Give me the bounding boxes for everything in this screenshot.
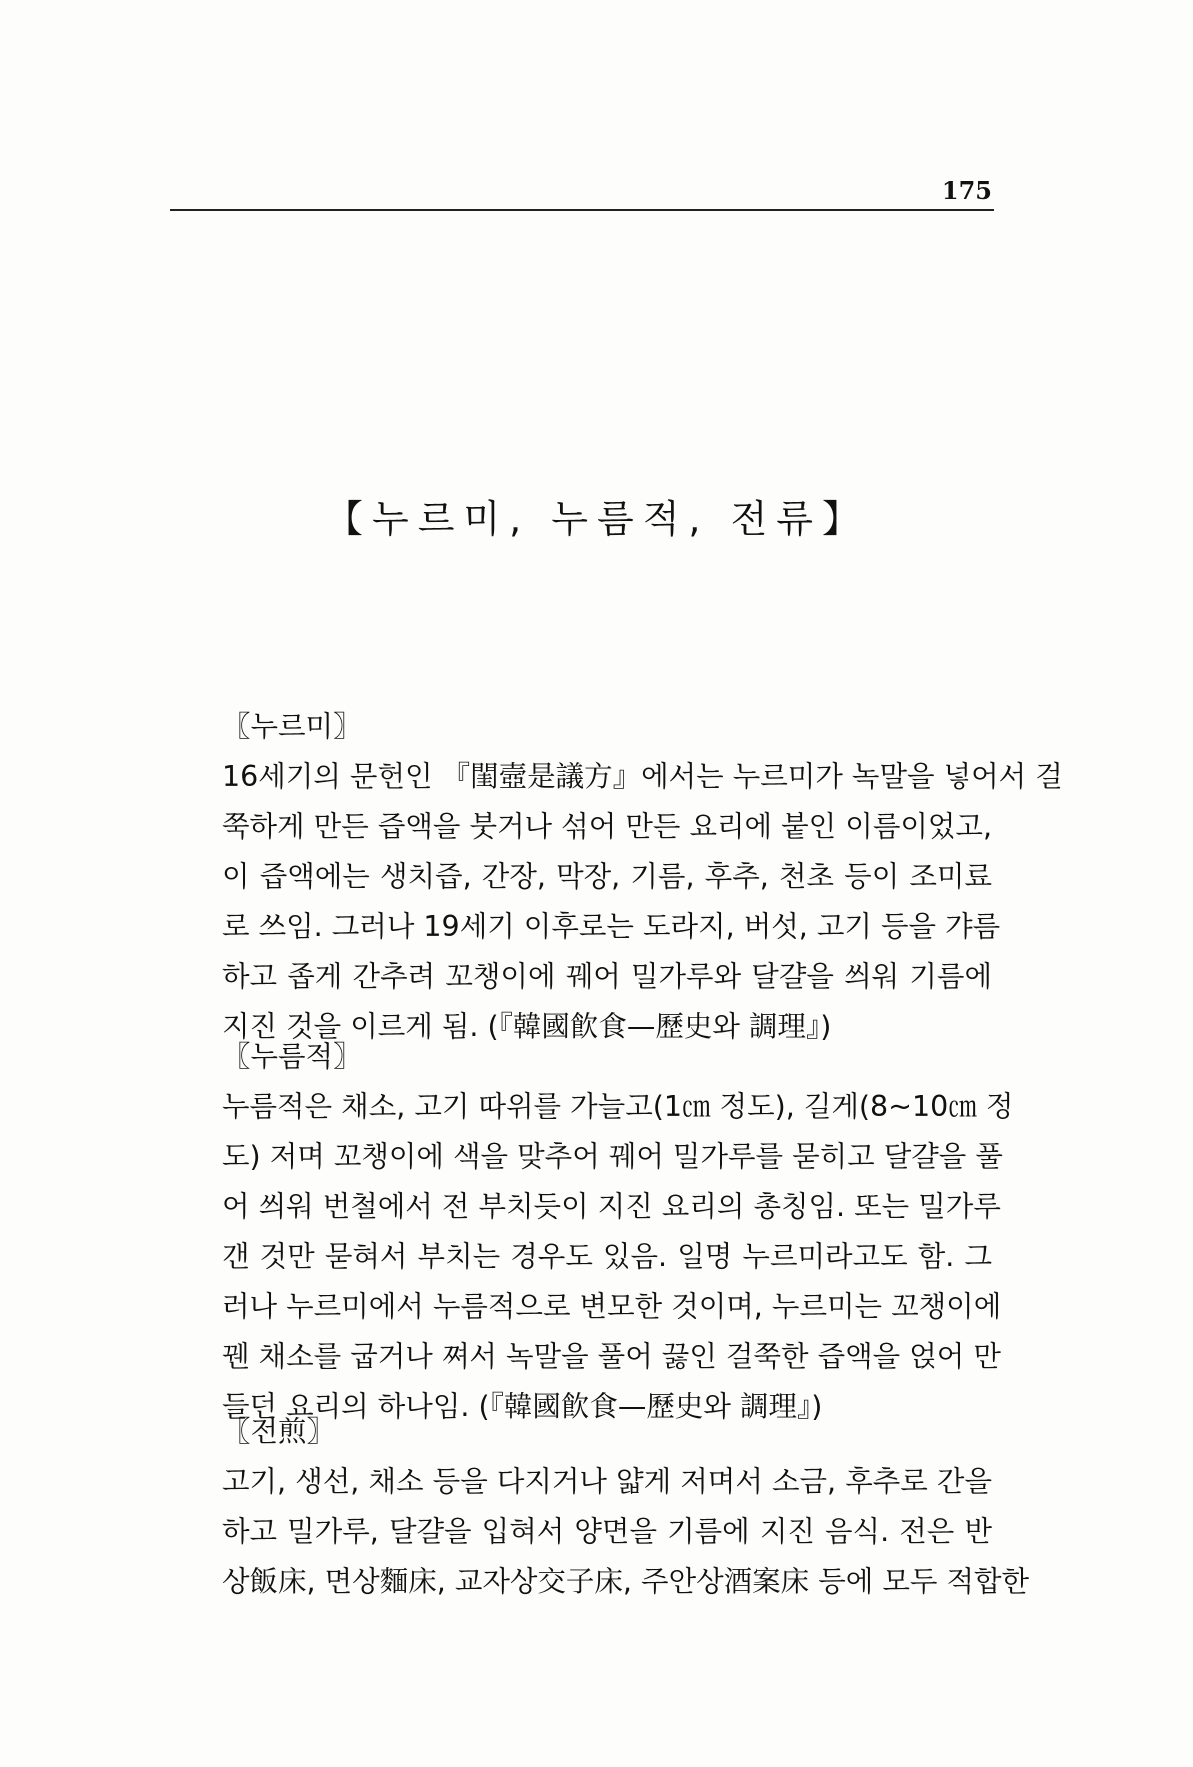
section-nureumi: [222, 702, 1063, 1052]
text-line: 고기, 생선, 채소 등을 다지거나 얇게 저며서 소금, 후추로 간을: [222, 1465, 992, 1498]
section-nureumjeok: [222, 1032, 1014, 1432]
text-line: 어 씌워 번철에서 전 부치듯이 지진 요리의 총칭임. 또는 밀가루: [222, 1190, 1001, 1223]
text-line: 꿴 채소를 굽거나 쪄서 녹말을 풀어 끓인 걸쭉한 즙액을 얹어 만: [222, 1340, 1001, 1373]
text-line: 하고 밀가루, 달걀을 입혀서 양면을 기름에 지진 음식. 전은 반: [222, 1515, 992, 1548]
section-heading: 〖누름적〗: [222, 1040, 362, 1073]
text-line: 들던 요리의 하나임. (『韓國飮食—歷史와 調理』): [222, 1390, 823, 1423]
text-line: 상飯床, 면상麵床, 교자상交子床, 주안상酒案床 등에 모두 적합한: [222, 1565, 1030, 1598]
section-heading: 〖누르미〗: [222, 710, 362, 743]
text-line: 이 즙액에는 생치즙, 간장, 막장, 기름, 후추, 천초 등이 조미료: [222, 860, 992, 893]
text-line: 로 쓰임. 그러나 19세기 이후로는 도라지, 버섯, 고기 등을 갸름: [222, 910, 1001, 943]
section-jeon: [222, 1407, 1030, 1607]
text-line: 16세기의 문헌인 『閨壼是議方』에서는 누르미가 녹말을 넣어서 걸: [222, 760, 1063, 793]
section-heading: 〖전煎〗: [222, 1415, 336, 1448]
chapter-title: 【누르미, 누름적, 전류】: [325, 497, 869, 541]
page-number: 175: [941, 176, 992, 205]
header-rule: [170, 209, 994, 211]
text-line: 러나 누르미에서 누름적으로 변모한 것이며, 누르미는 꼬챙이에: [222, 1290, 1002, 1323]
text-line: 하고 좁게 간추려 꼬챙이에 꿰어 밀가루와 달걀을 씌워 기름에: [222, 960, 992, 993]
text-line: 갠 것만 묻혀서 부치는 경우도 있음. 일명 누르미라고도 함. 그: [222, 1240, 992, 1273]
text-line: 지진 것을 이르게 됨. (『韓國飮食—歷史와 調理』): [222, 1010, 832, 1043]
text-line: 쭉하게 만든 즙액을 붓거나 섞어 만든 요리에 붙인 이름이었고,: [222, 810, 992, 843]
text-line: 누름적은 채소, 고기 따위를 가늘고(1㎝ 정도), 길게(8~10㎝ 정: [222, 1090, 1014, 1123]
text-line: 도) 저며 꼬챙이에 색을 맞추어 꿰어 밀가루를 묻히고 달걀을 풀: [222, 1140, 1003, 1173]
